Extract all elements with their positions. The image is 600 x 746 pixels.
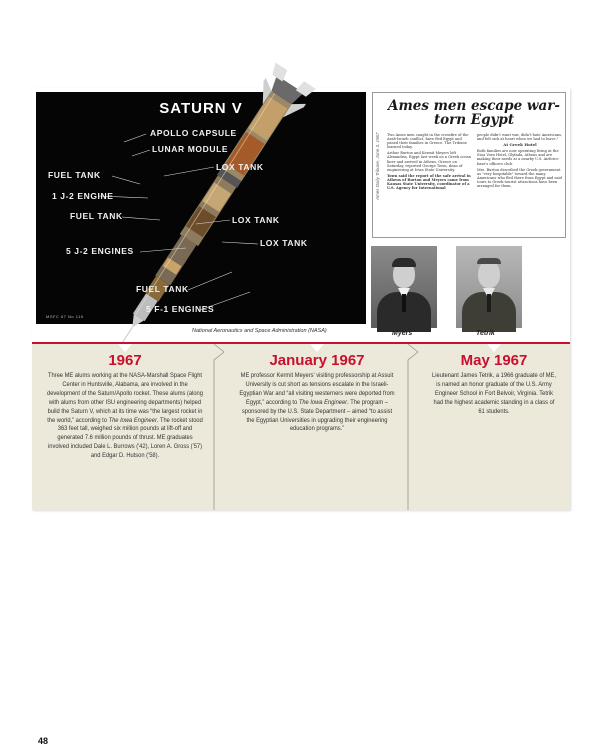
clipping-paragraph: Both families are now operating living at the Stoa Vorn Hotel, Glyfada, Athens and are making their needs at a nearby U.S. Airforce base's officers club. (477, 149, 559, 166)
clipping-paragraph: people didn't want war, didn't hate Americans, and felt sick at heart when we had to leave." (477, 133, 563, 142)
diagram-title: SATURN V (159, 100, 243, 117)
label-lunar-module: LUNAR MODULE (152, 144, 229, 154)
notch-marker (310, 344, 324, 352)
label-fuel-tank-3: FUEL TANK (136, 284, 189, 294)
entry-text: Three ME alums working at the NASA-Marshall Space Flight Center in Huntsville, Alabama, are involved in the development of the Saturn/Apollo rocket. These alums (along with alums from other ISU engineering departments) helped build the Saturn V, which at its time was “the largest rocket in the world,” according to The Iowa Engineer. The rocket stood 363 feet tall, weighed six million pounds at lift-off and generated 7.6 million pounds of thrust. ME graduates involved included Dale L. Burrows ('42), Loren A. Gross ('57) and Edgar D. Hutson ('58). (47, 372, 203, 460)
clipping-headline: Ames men escape war-torn Egypt (387, 98, 560, 128)
caption-tetrik: Tetrik (476, 330, 495, 337)
clipping-paragraph: Mrs. Burton described the Greek government as "very hospitable" toward the many Americans who fled there from Egypt and said tours to Greek tourist attractions have been arranged for them. (477, 167, 562, 189)
notch-marker (487, 344, 501, 352)
portrait-tetrik (456, 246, 522, 328)
rocket-illustration (36, 92, 366, 324)
label-fuel-tank-1: FUEL TANK (48, 170, 101, 180)
caption-myers: Myers (392, 330, 413, 337)
clipping-paragraph: Town said the report of the safe arrival in Athens of Burton and Meyers came from Kansas State University, coordinator of a U.S. Agency for International (387, 173, 471, 191)
notch-marker (118, 344, 132, 352)
entry-text: ME professor Kermit Meyers' visiting professorship at Assuit University is cut short as tensions escalate in the Israeli-Egyptian War and “all visiting westerners were deported from Egypt,” according to The Iowa Engineer. The program – sponsored by the U.S. State Department – aimed “to assist the Egyptian Universities in upgrading their engineering education programs.” (239, 372, 395, 433)
timeline-entry-may-1967 (418, 344, 570, 510)
label-apollo-capsule: APOLLO CAPSULE (150, 128, 237, 138)
clipping-source: Ames Daily Tribune, June 3, 1967 (375, 133, 380, 201)
book-page (32, 88, 570, 746)
clipping-column-2 (477, 133, 563, 190)
diagram-small-print: MSFC 67 No 116 (46, 314, 84, 319)
clipping-column-1 (387, 133, 473, 192)
label-f1-engines: 5 F-1 ENGINES (146, 304, 215, 314)
label-j2-engine: 1 J-2 ENGINE (52, 191, 114, 201)
timeline-entry-january-1967 (224, 344, 410, 510)
clipping-paragraph: Two Ames men caught in the crossfire of the Arab-Israeli conflict, have fled Egypt and joined their families in Greece, The Tribune learned today. (387, 133, 469, 150)
page-number: 48 (38, 736, 49, 746)
label-lox-tank-3: LOX TANK (260, 238, 308, 248)
timeline-entry-1967 (32, 344, 218, 510)
label-lox-tank-2: LOX TANK (232, 215, 280, 225)
clipping-subhead: At Greek Hotel (503, 142, 537, 148)
newspaper-clipping (372, 92, 566, 238)
entry-text: Lieutenant James Tetrik, a 1966 graduate of ME, is named an honor graduate of the U.S. Army Engineer School in Fort Belvoir, Virginia. Tetrik had the highest academic standing in a class of 61 students. (432, 372, 556, 415)
label-j2-engines: 5 J-2 ENGINES (66, 246, 134, 256)
portrait-myers (371, 246, 437, 328)
label-fuel-tank-2: FUEL TANK (70, 211, 123, 221)
clipping-paragraph: Arthur Burton and Kermit Meyers left Alexandria, Egypt last week on a Greek ocean liner and arrived in Athens, Greece on Saturday, reported George Town, dean of engineering at Iowa State University. (387, 151, 471, 172)
entry-year: 1967 (108, 352, 142, 369)
label-lox-tank-1: LOX TANK (216, 162, 264, 172)
timeline (32, 344, 570, 746)
diagram-credit: National Aeronautics and Space Administration (NASA) (192, 328, 327, 334)
entry-year: January 1967 (269, 352, 365, 369)
saturn-v-diagram (36, 92, 366, 324)
entry-year: May 1967 (460, 352, 528, 369)
